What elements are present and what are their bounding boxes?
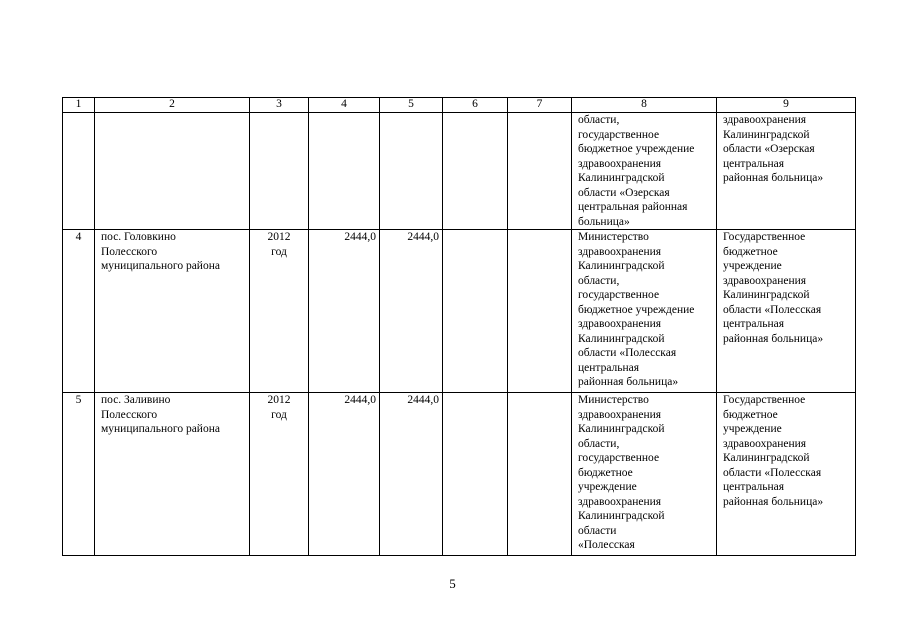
year-cell	[250, 113, 309, 230]
row-number-cell	[63, 230, 95, 393]
responsible-org-line: области,	[578, 114, 620, 126]
customer-org-line: области «Полесская	[723, 303, 822, 316]
responsible-org-cell	[572, 393, 717, 556]
col6-cell	[443, 393, 508, 556]
locality-line: муниципального района	[101, 423, 220, 435]
header-row	[63, 98, 856, 113]
col6-cell	[443, 113, 508, 230]
header-cell-9: 9	[717, 98, 856, 113]
responsible-org-line: центральная	[578, 361, 640, 374]
table-row	[63, 393, 856, 556]
locality-line: муниципального района	[101, 260, 220, 272]
responsible-org-line: центральная районная	[578, 201, 688, 213]
responsible-org-line: бюджетное учреждение	[578, 303, 695, 316]
customer-org-line: учреждение	[723, 423, 782, 435]
responsible-org-line: Министерство	[578, 394, 649, 406]
responsible-org-line: Калининградской	[578, 172, 665, 184]
table-row	[63, 113, 856, 230]
customer-org-line: районная больница»	[723, 172, 824, 184]
customer-org-cell	[717, 113, 856, 230]
header-cell-7: 7	[508, 98, 572, 113]
customer-org-line: Калининградской	[723, 289, 810, 301]
responsible-org-line: «Полесская	[578, 539, 635, 551]
locality-line: Полесского	[101, 245, 158, 258]
customer-org-line: районная больница»	[723, 332, 824, 345]
responsible-org-line: здравоохранения	[578, 495, 662, 508]
col7-cell	[508, 230, 572, 393]
col4-value: 2444,0	[344, 394, 376, 406]
year-line: год	[271, 408, 287, 421]
responsible-org-line: государственное	[578, 128, 660, 141]
table-row	[63, 230, 856, 393]
responsible-org-line: здравоохранения	[578, 245, 662, 258]
customer-org-line: бюджетное	[723, 245, 778, 258]
customer-org-line: здравоохранения	[723, 437, 807, 450]
row-number: 5	[75, 394, 82, 406]
col4-value: 2444,0	[344, 231, 376, 243]
document-table	[62, 97, 856, 556]
customer-org-line: здравоохранения	[723, 274, 807, 287]
responsible-org-line: Калининградской	[578, 260, 665, 272]
responsible-org-line: Калининградской	[578, 510, 665, 522]
header-cell-1: 1	[63, 98, 95, 113]
customer-org-line: Калининградской	[723, 452, 810, 464]
col7-cell	[508, 113, 572, 230]
responsible-org-cell	[572, 230, 717, 393]
header-cell-4: 4	[309, 98, 380, 113]
responsible-org-line: больница»	[578, 215, 630, 228]
responsible-org-line: Калининградской	[578, 423, 665, 435]
customer-org-line: области «Озерская	[723, 143, 815, 155]
responsible-org-line: области,	[578, 437, 620, 450]
locality-line: Полесского	[101, 408, 158, 421]
responsible-org-line: бюджетное	[578, 466, 633, 479]
col5-value-cell	[380, 393, 443, 556]
col5-value: 2444,0	[407, 231, 439, 243]
customer-org-line: районная больница»	[723, 495, 824, 508]
responsible-org-line: государственное	[578, 289, 660, 301]
customer-org-line: здравоохранения	[723, 114, 807, 126]
col7-cell	[508, 393, 572, 556]
year-line: год	[271, 245, 287, 258]
responsible-org-line: области,	[578, 274, 620, 287]
responsible-org-line: области «Озерская	[578, 186, 670, 199]
responsible-org-line: Министерство	[578, 231, 649, 243]
header-cell-5: 5	[380, 98, 443, 113]
customer-org-cell	[717, 393, 856, 556]
customer-org-line: Калининградской	[723, 128, 810, 141]
locality-cell	[95, 230, 250, 393]
header-cell-8: 8	[572, 98, 717, 113]
responsible-org-line: районная больница»	[578, 376, 679, 388]
responsible-org-line: здравоохранения	[578, 408, 662, 421]
locality-cell	[95, 113, 250, 230]
responsible-org-line: Калининградской	[578, 332, 665, 345]
customer-org-line: Государственное	[723, 231, 806, 243]
customer-org-line: бюджетное	[723, 408, 778, 421]
col6-cell	[443, 230, 508, 393]
header-cell-3: 3	[250, 98, 309, 113]
responsible-org-line: области	[578, 524, 617, 537]
responsible-org-line: области «Полесская	[578, 347, 677, 359]
year-line: 2012	[267, 394, 291, 406]
header-cell-6: 6	[443, 98, 508, 113]
customer-org-cell	[717, 230, 856, 393]
col4-value-cell	[309, 113, 380, 230]
col5-value: 2444,0	[407, 394, 439, 406]
customer-org-line: центральная	[723, 157, 785, 170]
customer-org-line: учреждение	[723, 260, 782, 272]
customer-org-line: Государственное	[723, 394, 806, 406]
customer-org-line: области «Полесская	[723, 466, 822, 479]
locality-cell	[95, 393, 250, 556]
responsible-org-line: здравоохранения	[578, 318, 662, 330]
locality-line: пос. Заливино	[101, 394, 171, 406]
customer-org-line: центральная	[723, 481, 785, 493]
col5-value-cell	[380, 230, 443, 393]
responsible-org-line: бюджетное учреждение	[578, 143, 695, 155]
responsible-org-cell	[572, 113, 717, 230]
responsible-org-line: учреждение	[578, 481, 637, 493]
header-cell-2: 2	[95, 98, 250, 113]
row-number-cell	[63, 113, 95, 230]
customer-org-line: центральная	[723, 318, 785, 330]
year-cell	[250, 393, 309, 556]
row-number: 4	[75, 231, 82, 243]
responsible-org-line: государственное	[578, 452, 660, 464]
col5-value-cell	[380, 113, 443, 230]
responsible-org-line: здравоохранения	[578, 157, 662, 170]
locality-line: пос. Головкино	[101, 231, 176, 243]
year-line: 2012	[267, 231, 291, 243]
col4-value-cell	[309, 230, 380, 393]
page-number: 5	[449, 576, 456, 591]
row-number-cell	[63, 393, 95, 556]
col4-value-cell	[309, 393, 380, 556]
year-cell	[250, 230, 309, 393]
